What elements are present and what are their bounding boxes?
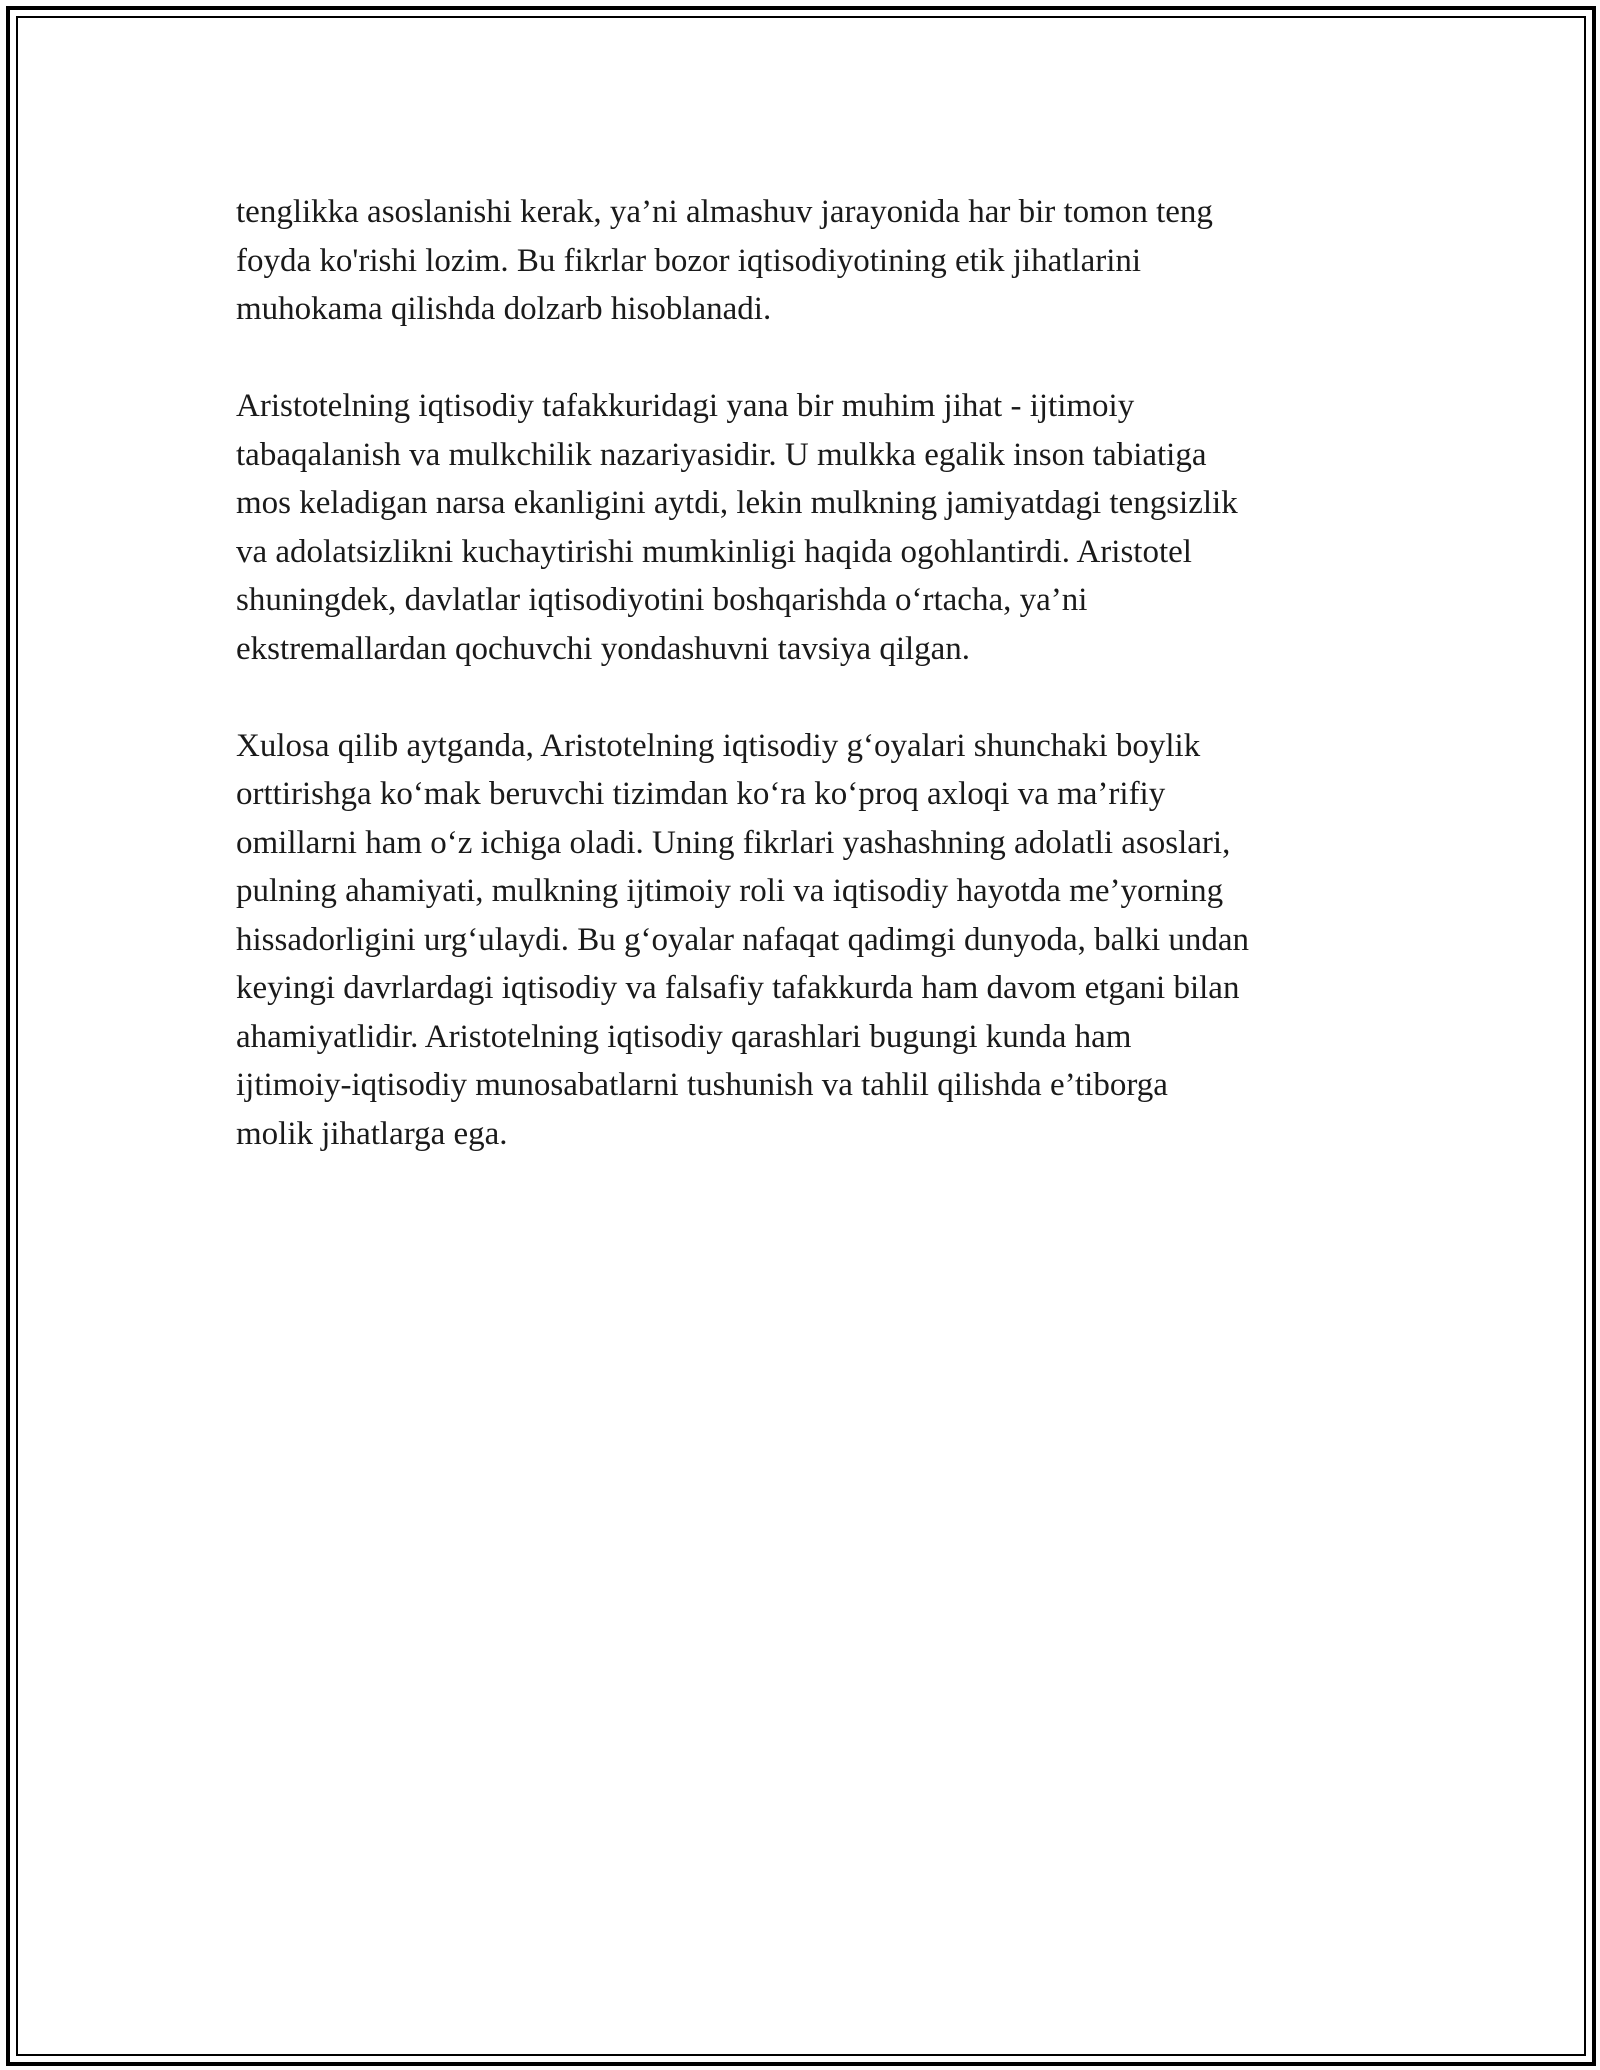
text-line: foyda ko'rishi lozim. Bu fikrlar bozor iqtisodiyotining etik jihatlarini — [236, 242, 1142, 279]
paragraph-2 — [236, 382, 1376, 673]
paragraph-3 — [236, 722, 1376, 1159]
text-line: orttirishga ko‘mak beruvchi tizimdan ko‘ra ko‘proq axloqi va ma’rifiy — [236, 776, 1166, 812]
text-line: shuningdek, davlatlar iqtisodiyotini boshqarishda o‘rtacha, ya’ni — [236, 582, 1088, 618]
text-line: Aristotelning iqtisodiy tafakkuridagi yana bir muhim jihat - ijtimoiy — [236, 388, 1135, 424]
text-line: pulning ahamiyati, mulkning ijtimoiy roli va iqtisodiy hayotda me’yorning — [236, 873, 1224, 909]
text-line: ekstremallardan qochuvchi yondashuvni tavsiya qilgan. — [236, 630, 971, 667]
text-line: tabaqalanish va mulkchilik nazariyasidir. U mulkka egalik inson tabiatiga — [236, 436, 1207, 473]
text-line: keyingi davrlardagi iqtisodiy va falsafiy tafakkurda ham davom etgani bilan — [236, 970, 1240, 1006]
text-line: Xulosa qilib aytganda, Aristotelning iqtisodiy g‘oyalari shunchaki boylik — [236, 727, 1201, 764]
text-line: muhokama qilishda dolzarb hisoblanadi. — [236, 291, 772, 327]
text-line: molik jihatlarga ega. — [236, 1115, 508, 1152]
text-line: hissadorligini urg‘ulaydi. Bu g‘oyalar nafaqat qadimgi dunyoda, balki undan — [236, 921, 1250, 958]
text-line: ahamiyatlidir. Aristotelning iqtisodiy qarashlari bugungi kunda ham — [236, 1018, 1132, 1055]
paragraph-1 — [236, 188, 1376, 334]
text-line: omillarni ham o‘z ichiga oladi. Uning fikrlari yashashning adolatli asoslari, — [236, 824, 1231, 861]
text-line: mos keladigan narsa ekanligini aytdi, lekin mulkning jamiyatdagi tengsizlik — [236, 485, 1238, 521]
text-line: va adolatsizlikni kuchaytirishi mumkinligi haqida ogohlantirdi. Aristotel — [236, 533, 1192, 570]
text-line: tenglikka asoslanishi kerak, ya’ni almashuv jarayonida har bir tomon teng — [236, 194, 1213, 230]
document-body — [236, 188, 1376, 1207]
text-line: ijtimoiy-iqtisodiy munosabatlarni tushunish va tahlil qilishda e’tiborga — [236, 1067, 1168, 1103]
